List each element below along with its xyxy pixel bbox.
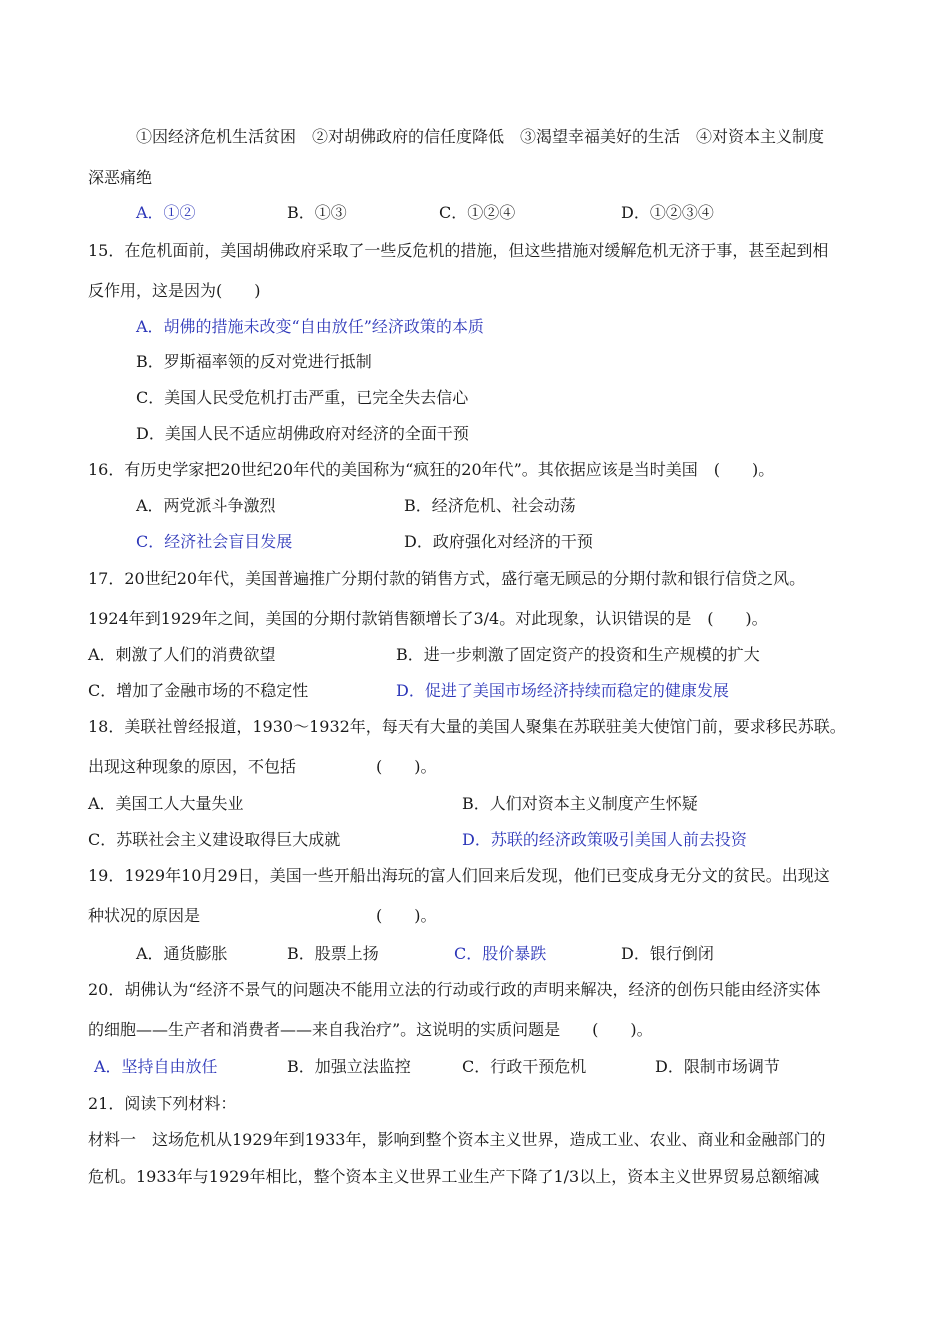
q19-option-d: D．银行倒闭 [621,944,714,963]
q18-option-b: B．人们对资本主义制度产生怀疑 [462,794,698,813]
q15-option-a: A．胡佛的措施未改变“自由放任”经济政策的本质 [136,317,484,336]
q15-stem-cont: 反作用，这是因为( ) [88,281,261,300]
q17-option-d: D．促进了美国市场经济持续而稳定的健康发展 [396,681,729,700]
q15-option-d: D．美国人民不适应胡佛政府对经济的全面干预 [136,424,469,443]
q21-stem: 21．阅读下列材料： [88,1094,237,1113]
q21-material-1: 材料一 这场危机从1929年到1933年，影响到整个资本主义世界，造成工业、农业、商业和金融部门的 [88,1130,826,1149]
q19-stem: 19．1929年10月29日，美国一些开船出海玩的富人们回来后发现，他们已变成身无分文的贫民。出现这 [88,866,830,885]
q20-stem: 20．胡佛认为“经济不景气的问题决不能用立法的行动或行政的声明来解决，经济的创伤只能由经济实体 [88,980,821,999]
q17-option-a: A．刺激了人们的消费欲望 [88,645,276,664]
q15-option-c: C．美国人民受危机打击严重，已完全失去信心 [136,388,469,407]
q14-option-c: C．①②④ [439,203,516,222]
q17-option-c: C．增加了金融市场的不稳定性 [88,681,309,700]
q16-stem: 16．有历史学家把20世纪20年代的美国称为“疯狂的20年代”。其依据应该是当时美国 ( )。 [88,460,775,479]
q20-option-c: C．行政干预危机 [462,1057,587,1076]
q19-option-c: C．股价暴跌 [454,944,547,963]
q19-stem-cont: 种状况的原因是 ( )。 [88,906,437,925]
q20-option-b: B．加强立法监控 [287,1057,411,1076]
q19-option-a: A．通货膨胀 [136,944,228,963]
q21-material-1-cont: 危机。1933年与1929年相比，整个资本主义世界工业生产下降了1/3以上，资本主义世界贸易总额缩减 [88,1167,820,1186]
q14-option-a: A．①② [136,203,196,222]
q20-option-a: A．坚持自由放任 [94,1057,218,1076]
q18-option-c: C．苏联社会主义建设取得巨大成就 [88,830,341,849]
q19-option-b: B．股票上扬 [287,944,379,963]
q14-option-b: B．①③ [287,203,347,222]
q18-stem-cont: 出现这种现象的原因，不包括 ( )。 [88,757,437,776]
q15-option-b: B．罗斯福率领的反对党进行抵制 [136,352,372,371]
q17-stem: 17．20世纪20年代，美国普遍推广分期付款的销售方式，盛行毫无顾忌的分期付款和银行信贷之风。 [88,569,806,588]
q16-option-d: D．政府强化对经济的干预 [404,532,593,551]
q20-stem-cont: 的细胞——生产者和消费者——来自我治疗”。这说明的实质问题是 ( )。 [88,1020,653,1039]
q18-stem: 18．美联社曾经报道，1930～1932年，每天有大量的美国人聚集在苏联驻美大使馆门前，要求移民苏联。 [88,717,846,736]
q16-option-a: A．两党派斗争激烈 [136,496,276,515]
q15-stem: 15．在危机面前，美国胡佛政府采取了一些反危机的措施，但这些措施对缓解危机无济于事，甚至起到相 [88,241,829,260]
q17-stem-cont: 1924年到1929年之间，美国的分期付款销售额增长了3/4。对此现象，认识错误的是 ( )。 [88,609,768,628]
q18-option-a: A．美国工人大量失业 [88,794,244,813]
q20-option-d: D．限制市场调节 [655,1057,780,1076]
q14-statements: ①因经济危机生活贫困 ②对胡佛政府的信任度降低 ③渴望幸福美好的生活 ④对资本主义制度 [136,127,825,146]
q16-option-b: B．经济危机、社会动荡 [404,496,576,515]
q17-option-b: B．进一步刺激了固定资产的投资和生产规模的扩大 [396,645,760,664]
q14-statements-cont: 深恶痛绝 [88,168,153,187]
q16-option-c: C．经济社会盲目发展 [136,532,293,551]
q18-option-d: D．苏联的经济政策吸引美国人前去投资 [462,830,747,849]
q14-option-d: D．①②③④ [621,203,714,222]
